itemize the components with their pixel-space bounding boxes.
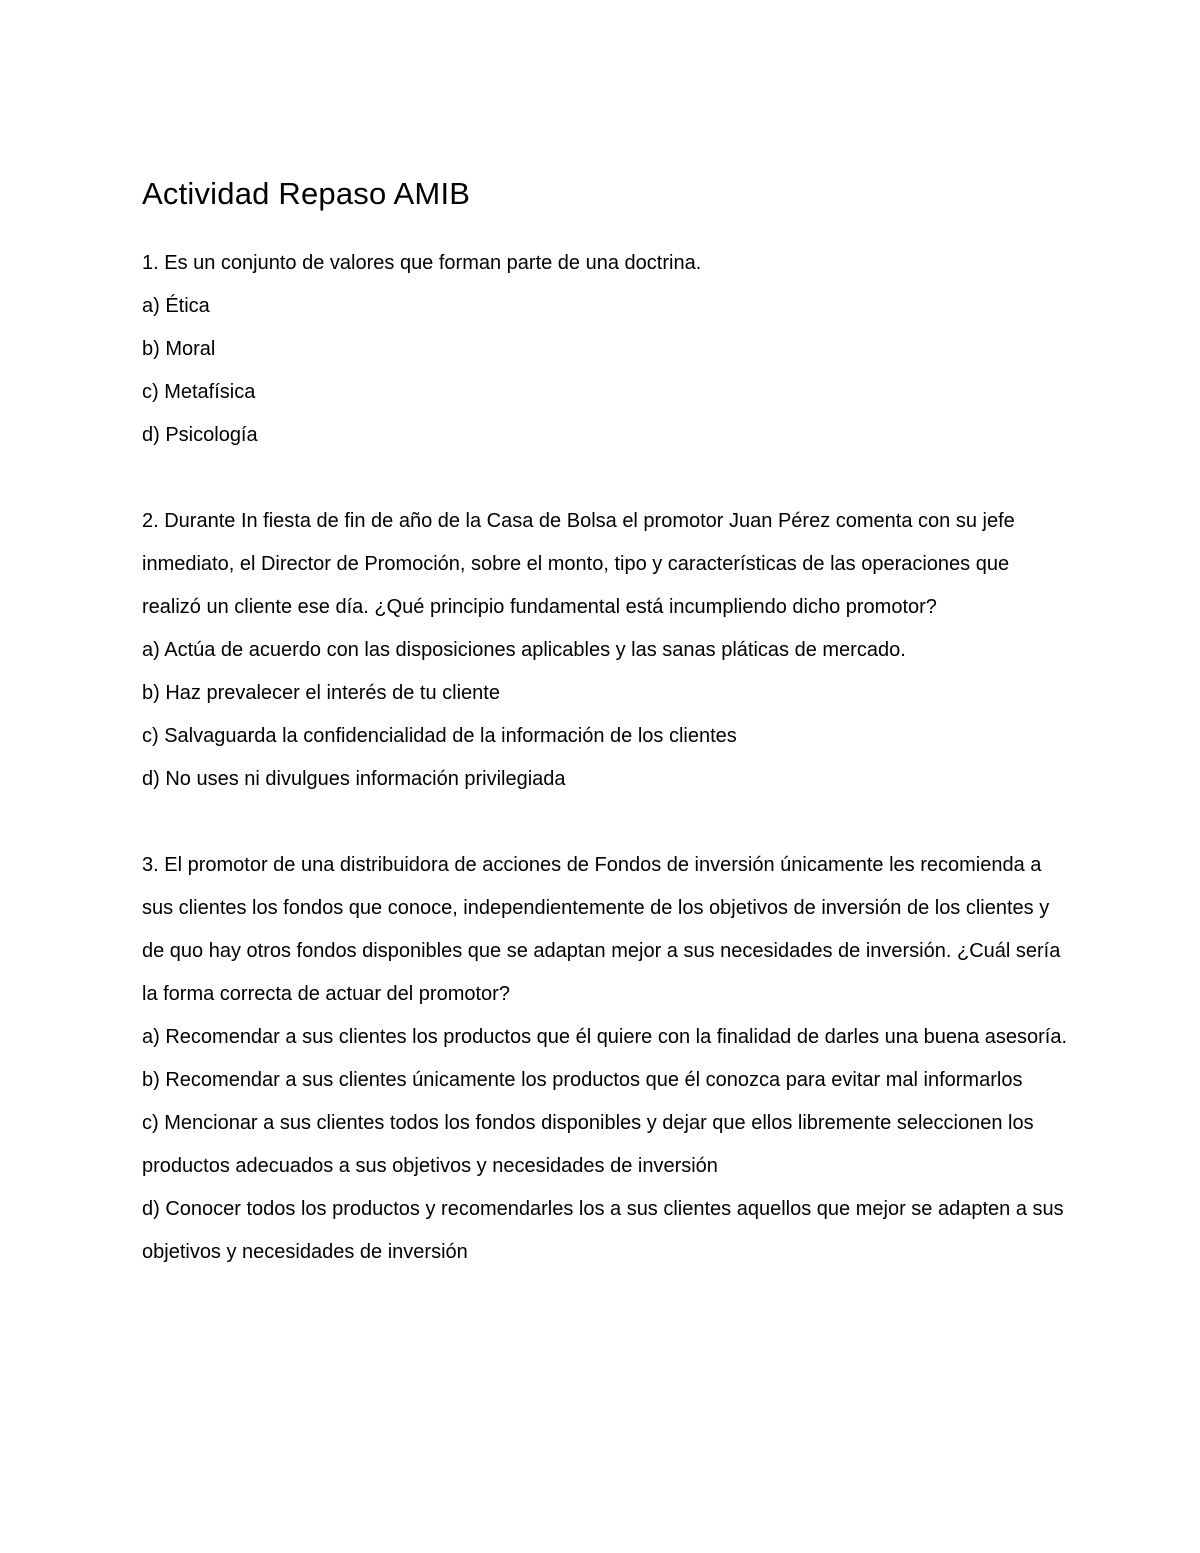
question-1 (142, 242, 1072, 457)
document-content (142, 172, 1072, 1274)
question-3-text: 3. El promotor de una distribuidora de acciones de Fondos de inversión únicamente les recomienda a sus clientes los fondos que conoce, independientemente de los objetivos de inversión de los clientes y de quo hay otros fondos disponibles que se adaptan mejor a sus necesidades de inversión. ¿Cuál sería la forma correcta de actuar del promotor? (142, 854, 1061, 1005)
question-2-option-a: a) Actúa de acuerdo con las disposiciones aplicables y las sanas pláticas de mercado. (142, 639, 906, 661)
question-1-option-b: b) Moral (142, 338, 216, 360)
question-3-option-c: c) Mencionar a sus clientes todos los fondos disponibles y dejar que ellos libremente seleccionen los productos adecuados a sus objetivos y necesidades de inversión (142, 1112, 1034, 1177)
question-2-option-d: d) No uses ni divulgues información privilegiada (142, 768, 566, 790)
question-2-option-c: c) Salvaguarda la confidencialidad de la información de los clientes (142, 725, 737, 747)
paragraph-gap (142, 457, 1072, 500)
document-title: Actividad Repaso AMIB (142, 176, 471, 211)
question-2-text: 2. Durante In fiesta de fin de año de la Casa de Bolsa el promotor Juan Pérez comenta con su jefe inmediato, el Director de Promoción, sobre el monto, tipo y características de las operaciones que realizó un cliente ese día. ¿Qué principio fundamental está incumpliendo dicho promotor? (142, 510, 1015, 618)
question-1-option-d: d) Psicología (142, 424, 258, 446)
question-1-option-a: a) Ética (142, 295, 210, 317)
paragraph-gap (142, 801, 1072, 844)
question-3-option-a: a) Recomendar a sus clientes los productos que él quiere con la finalidad de darles una buena asesoría. (142, 1026, 1068, 1048)
question-2-option-b: b) Haz prevalecer el interés de tu cliente (142, 682, 500, 704)
question-3-option-d: d) Conocer todos los productos y recomendarles los a sus clientes aquellos que mejor se adapten a sus objetivos y necesidades de inversión (142, 1198, 1064, 1263)
question-3 (142, 844, 1072, 1274)
question-1-option-c: c) Metafísica (142, 381, 256, 403)
question-3-option-b: b) Recomendar a sus clientes únicamente los productos que él conozca para evitar mal informarlos (142, 1069, 1023, 1091)
question-2 (142, 500, 1072, 801)
question-1-text: 1. Es un conjunto de valores que forman parte de una doctrina. (142, 252, 702, 274)
